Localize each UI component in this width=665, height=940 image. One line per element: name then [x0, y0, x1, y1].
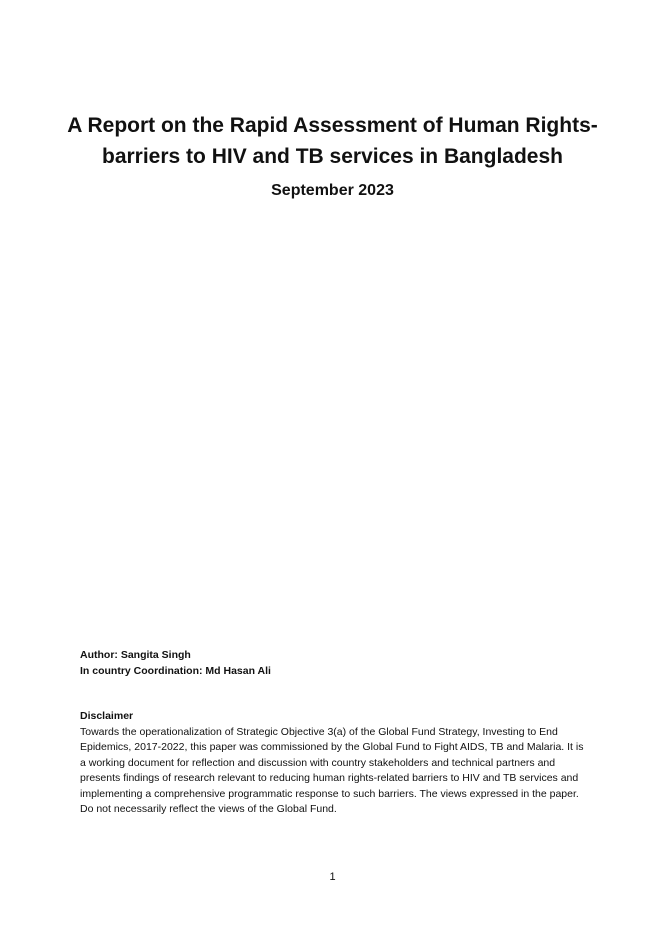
disclaimer-heading: Disclaimer — [80, 710, 134, 722]
title-block — [60, 110, 605, 202]
page-number: 1 — [329, 871, 336, 883]
author-line: Author: Sangita Singh — [80, 649, 191, 661]
report-title: A Report on the Rapid Assessment of Human Rights-barriers to HIV and TB services in Bangladesh — [67, 114, 598, 168]
disclaimer-section — [80, 709, 585, 818]
author-block — [80, 647, 580, 679]
disclaimer-text: Towards the operationalization of Strategic Objective 3(a) of the Global Fund Strategy, Investing to End Epidemics, 2017-2022, this paper was commissioned by the Global Fund to Fight AIDS, TB and Malaria. It is a working document for reflection and discussion with country stakeholders and technical partners and presents findings of research relevant to reducing human rights-related barriers to HIV and TB services and implementing a comprehensive programmatic response to such barriers. The views expressed in the paper. Do not necessarily reflect the views of the Global Fund. — [80, 725, 584, 815]
report-date: September 2023 — [271, 182, 394, 199]
coordination-line: In country Coordination: Md Hasan Ali — [80, 665, 271, 677]
